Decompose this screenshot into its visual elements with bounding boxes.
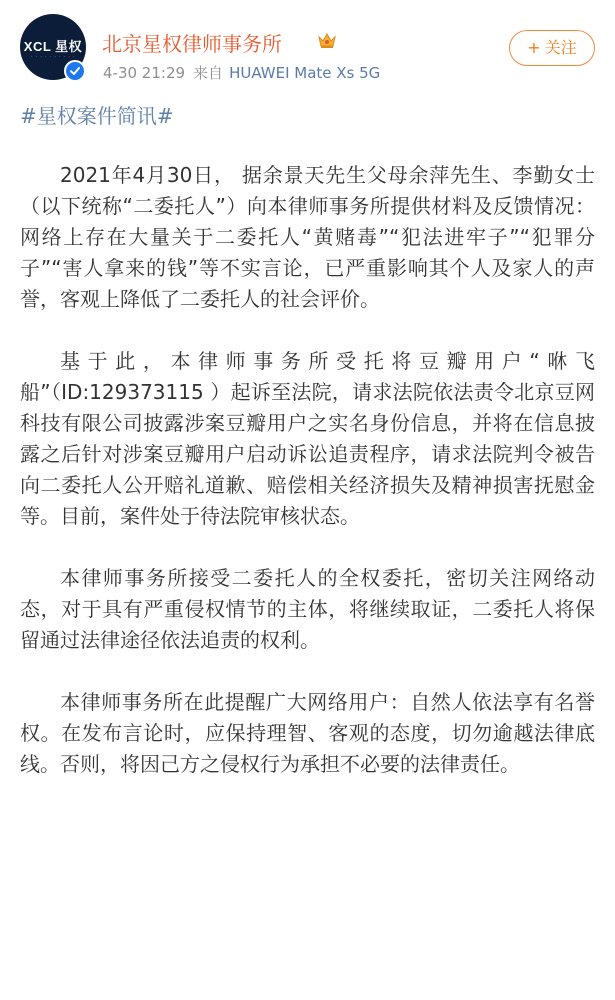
plus-icon: +	[527, 38, 541, 57]
follow-button-label: 关注	[544, 38, 577, 57]
follow-button[interactable]	[509, 30, 595, 66]
avatar-logo-sub: · · · · · · · · · ·	[30, 54, 76, 60]
post-paragraph: 基于此，本律师事务所受托将豆瓣用户“咻飞船”（ID:129373115 ）起诉至法院，请求法院依法责令北京豆网科技有限公司披露涉案豆瓣用户之实名身份信息，并将在信息披露之后针对涉案豆瓣用户启动诉讼追责程序，请求法院判令被告向二委托人公开赔礼道歉、赔偿相关经济损失及精神损害抚慰金等。目前，案件处于待法院审核状态。	[20, 349, 595, 528]
hashtag-link[interactable]: #星权案件简讯#	[20, 104, 174, 128]
crown-icon[interactable]	[317, 31, 337, 49]
post-from-label: 来自	[193, 64, 224, 82]
post-device[interactable]: HUAWEI Mate Xs 5G	[229, 64, 381, 82]
verified-icon	[64, 60, 86, 82]
avatar-logo-text: XCL 星权	[23, 39, 83, 54]
post-timestamp: 4-30 21:29	[103, 64, 186, 82]
post-paragraph: 本律师事务所接受二委托人的全权委托，密切关注网络动态，对于具有严重侵权情节的主体，将继续取证，二委托人将保留通过法律途径依法追责的权利。	[20, 566, 595, 652]
account-name[interactable]: 北京星权律师事务所	[102, 32, 282, 56]
post-meta	[103, 62, 380, 83]
post-paragraph: 本律师事务所在此提醒广大网络用户：自然人依法享有名誉权。在发布言论时，应保持理智、客观的态度，切勿逾越法律底线。否则，将因己方之侵权行为承担不必要的法律责任。	[20, 690, 595, 776]
post-header	[0, 0, 615, 96]
post-content	[20, 160, 595, 811]
post-paragraph: 2021年4月30日， 据余景天先生父母余萍先生、李勤女士（以下统称“二委托人”）向本律师事务所提供材料及反馈情况：网络上存在大量关于二委托人“黄赌毒”“犯法进牢子”“犯罪分子”“害人拿来的钱”等不实言论，已严重影响其个人及家人的声誉，客观上降低了二委托人的社会评价。	[20, 163, 595, 311]
